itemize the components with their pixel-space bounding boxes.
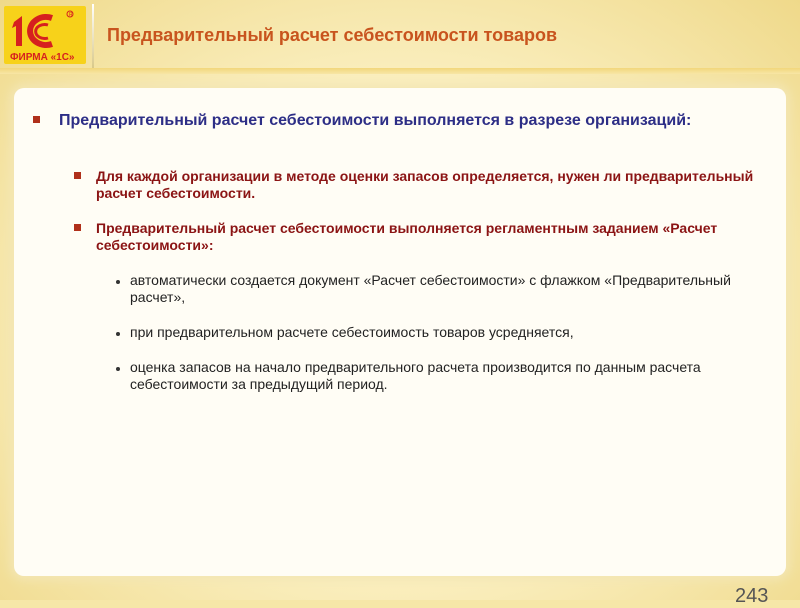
- page-number: 243: [735, 585, 769, 607]
- round-bullet-icon: [116, 332, 120, 336]
- company-logo: [0, 0, 92, 68]
- logo-text: ФИРМА «1С»: [10, 52, 75, 63]
- bullet-level1-text: Предварительный расчет себестоимости выполняется в разрезе организаций:: [59, 112, 692, 129]
- bullet-level1: [33, 112, 733, 129]
- bullet-level3-text: оценка запасов на начало предварительного расчета производится по данным расчета себестоимости за предыдущий период.: [130, 359, 701, 392]
- bullet-level2-text: Для каждой организации в методе оценки запасов определяется, нужен ли предварительный расчет себестоимости.: [96, 168, 754, 201]
- round-bullet-icon: [116, 280, 120, 284]
- bullet-level3-text: при предварительном расчете себестоимость товаров усредняется,: [130, 324, 574, 340]
- header-band: [0, 68, 800, 74]
- bullet-level3-item: [116, 272, 736, 306]
- bullet-level3-item: [116, 324, 736, 341]
- square-bullet-icon: [74, 172, 81, 179]
- header-divider: [92, 4, 94, 68]
- bullet-level2-text: Предварительный расчет себестоимости выполняется регламентным заданием «Расчет себестоимости»:: [96, 220, 718, 253]
- slide-title: Предварительный расчет себестоимости товаров: [107, 25, 558, 45]
- slide-header: [0, 0, 800, 70]
- bullet-level2-item: [74, 220, 754, 254]
- bullet-level3-text: автоматически создается документ «Расчет себестоимости» с флажком «Предварительный расчет»,: [130, 272, 731, 305]
- square-bullet-icon: [74, 224, 81, 231]
- bullet-level2-item: [74, 168, 754, 202]
- svg-text:R: R: [69, 12, 73, 18]
- square-bullet-icon: [33, 116, 40, 123]
- round-bullet-icon: [116, 367, 120, 371]
- 1c-logo-icon: [0, 0, 92, 68]
- bullet-level3-item: [116, 359, 736, 393]
